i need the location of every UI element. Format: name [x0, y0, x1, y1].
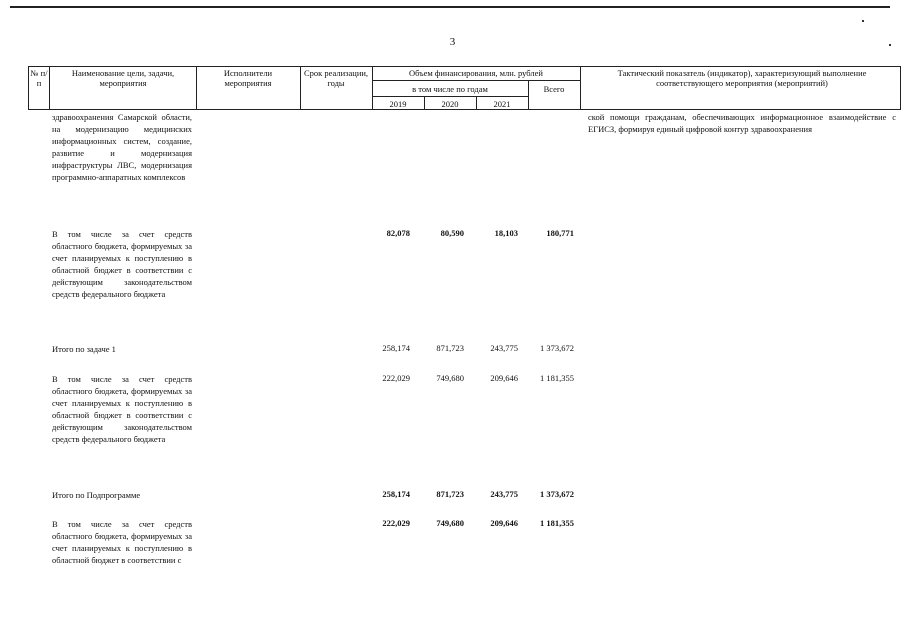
value-total: 1 373,672 — [540, 343, 574, 353]
col-divider — [900, 66, 901, 110]
scan-dot — [862, 20, 864, 22]
top-rule — [10, 6, 890, 8]
value-2020: 871,723 — [436, 489, 464, 499]
col-divider — [476, 96, 477, 110]
header-year-2019: 2019 — [389, 99, 407, 109]
header-year-2020: 2020 — [441, 99, 459, 109]
page-number: 3 — [449, 36, 456, 48]
value-total: 1 373,672 — [540, 489, 574, 499]
value-2020: 749,680 — [436, 518, 464, 528]
value-2021: 243,775 — [490, 489, 518, 499]
value-2021: 18,103 — [494, 228, 518, 238]
row-name: Итого по Подпрограмме — [52, 490, 141, 500]
value-total: 1 181,355 — [540, 373, 574, 383]
header-executors: Исполнители мероприятия — [223, 68, 273, 88]
value-2020: 80,590 — [440, 228, 464, 238]
row-name: здравоохранения Самарской области, на модернизацию медицинских информационных систем, создание, развитие и модернизация инфраструктуры ЛВС, модернизация программно-аппаратных комплексов — [52, 112, 192, 182]
col-divider — [300, 66, 301, 110]
header-by-year: в том числе по годам — [412, 84, 488, 94]
header-total: Всего — [543, 84, 565, 94]
header-name: Наименование цели, задачи, мероприятия — [71, 68, 175, 88]
header-volume: Объем финансирования, млн. рублей — [409, 68, 543, 78]
col-divider — [196, 66, 197, 110]
row-name: В том числе за счет средств областного бюджета, формируемых за счет планируемых к поступлению в областной бюджет в соответствии с — [52, 519, 192, 565]
col-divider — [28, 66, 29, 110]
value-2020: 749,680 — [436, 373, 464, 383]
value-2019: 258,174 — [382, 343, 410, 353]
col-divider — [372, 66, 373, 110]
value-2019: 82,078 — [386, 228, 410, 238]
col-divider — [424, 96, 425, 110]
row-name: Итого по задаче 1 — [52, 344, 116, 354]
value-2021: 243,775 — [490, 343, 518, 353]
value-2019: 222,029 — [382, 518, 410, 528]
value-total: 180,771 — [546, 228, 574, 238]
row-name: В том числе за счет средств областного бюджета, формируемых за счет планируемых к поступлению в областной бюджет в соответствии с действующим законодательством средств федерального бюджета — [52, 229, 192, 299]
row-indicator: ской помощи гражданам, обеспечивающих информационное взаимодействие с ЕГИСЗ, формируя единый цифровой контур здравоохранения — [588, 112, 896, 134]
value-2021: 209,646 — [490, 373, 518, 383]
value-2021: 209,646 — [490, 518, 518, 528]
header-term: Срок реализации, годы — [303, 68, 369, 88]
header-year-2021: 2021 — [493, 99, 511, 109]
header-bottom-border — [28, 109, 900, 110]
col-divider — [580, 66, 581, 110]
col-divider — [49, 66, 50, 110]
col-divider — [528, 80, 529, 110]
row-name: В том числе за счет средств областного бюджета, формируемых за счет планируемых к поступлению в областной бюджет в соответствии с действующим законодательством средств федерального бюджета — [52, 374, 192, 444]
header-indicator: Тактический показатель (индикатор), характеризующий выполнение соответствующего мероприятия (мероприятий) — [617, 68, 867, 88]
header-num: № п/п — [30, 68, 48, 88]
header-sub-line — [372, 80, 580, 81]
value-2019: 222,029 — [382, 373, 410, 383]
value-2020: 871,723 — [436, 343, 464, 353]
value-2019: 258,174 — [382, 489, 410, 499]
header-year-line — [372, 96, 528, 97]
header-top-border — [28, 66, 900, 67]
value-total: 1 181,355 — [540, 518, 574, 528]
